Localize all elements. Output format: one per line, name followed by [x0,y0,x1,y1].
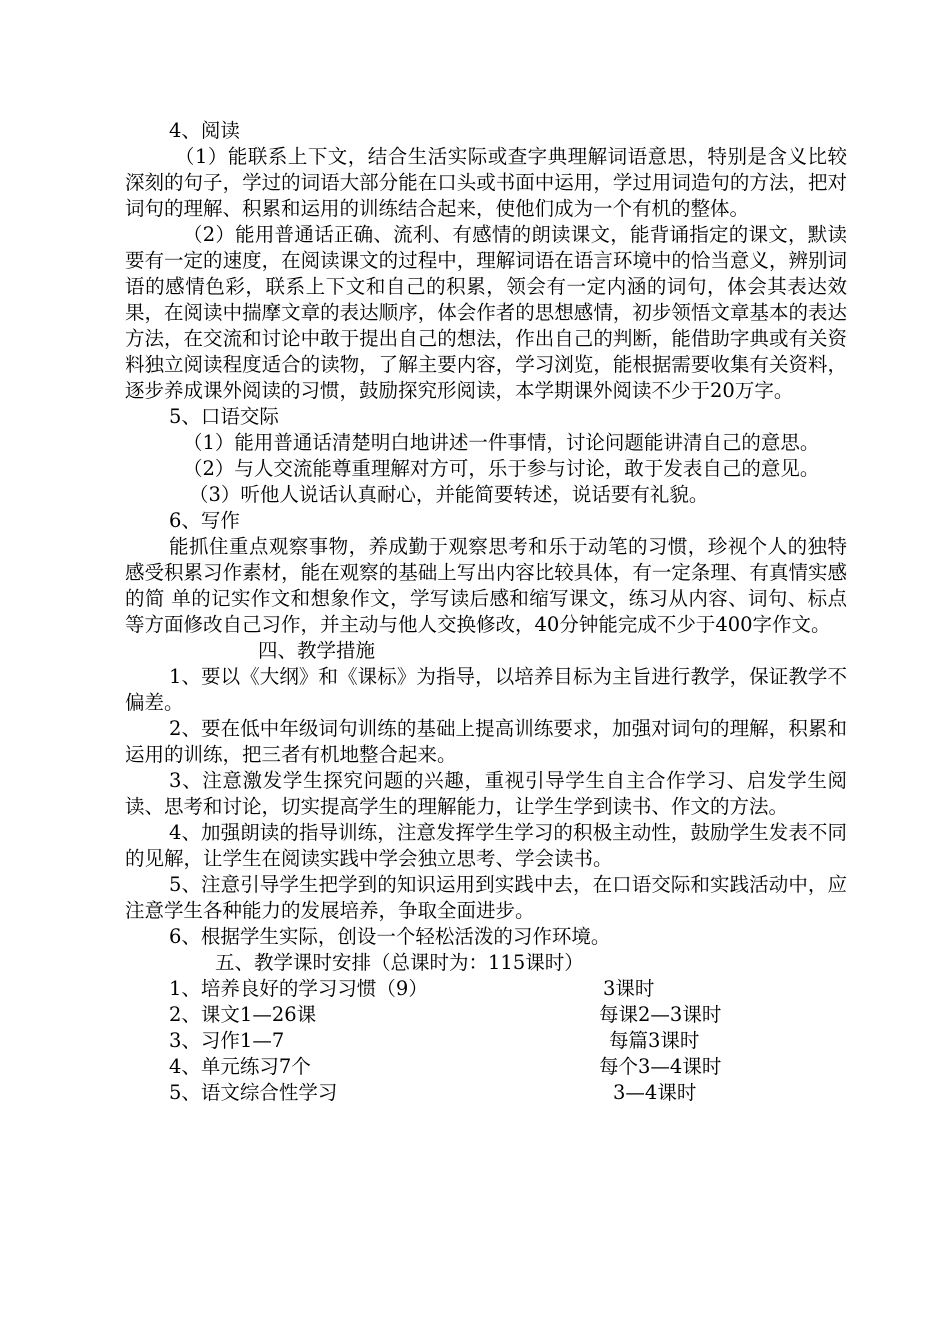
schedule-row [125,1028,847,1054]
schedule-hours: 每课2—3课时 [599,1003,722,1026]
schedule-row [125,1002,847,1028]
measure-item: 1、要以《大纲》和《课标》为指导，以培养目标为主旨进行教学，保证教学不偏差。 [125,665,847,714]
speaking-paragraph-2: （2）与人交流能尊重理解对方可，乐于参与讨论，敢于发表自己的意见。 [183,457,820,480]
schedule-row [125,1054,847,1080]
measure-item: 6、根据学生实际，创设一个轻松活泼的习作环境。 [169,925,611,948]
schedule-item: 4、单元练习7个 [169,1055,311,1078]
measure-item: 5、注意引导学生把学到的知识运用到实践中去，在口语交际和实践活动中，应注意学生各种能力的发展培养，争取全面进步。 [125,873,847,922]
schedule-row [125,976,847,1002]
document-body [125,118,847,1106]
schedule-item: 2、课文1—26课 [169,1003,317,1026]
reading-paragraph-1: （1）能联系上下文，结合生活实际或查字典理解词语意思，特别是含义比较深刻的句子，学过的词语大部分能在口头或书面中运用，学过用词造句的方法，把对词句的理解、积累和运用的训练结合起来，使他们成为一个有机的整体。 [125,145,847,220]
reading-paragraph-2: （2）能用普通话正确、流利、有感情的朗读课文，能背诵指定的课文，默读要有一定的速度，在阅读课文的过程中，理解词语在语言环境中的恰当意义，辨别词语的感情色彩，联系上下文和自己的积累，领会有一定内涵的词句，体会其表达效果，在阅读中揣摩文章的表达顺序，体会作者的思想感情，初步领悟文章基本的表达方法，在交流和讨论中敢于提出自己的想法，作出自己的判断，能借助字典或有关资料独立阅读程度适合的读物，了解主要内容，学习浏览，能根据需要收集有关资料，逐步养成课外阅读的习惯，鼓励探究形阅读，本学期课外阅读不少于20万字。 [125,223,847,402]
schedule-hours: 每篇3课时 [609,1029,700,1052]
schedule-item: 3、习作1—7 [169,1029,285,1052]
speaking-paragraph-3: （3）听他人说话认真耐心，并能简要转述，说话要有礼貌。 [189,483,709,506]
reading-heading: 4、阅读 [169,119,240,142]
writing-paragraph: 能抓住重点观察事物，养成勤于观察思考和乐于动笔的习惯，珍视个人的独特感受积累习作素材，能在观察的基础上写出内容比较具体，有一定条理、有真情实感的简 单的记实作文和想象作文，学写读后感和缩写课文，练习从内容、词句、标点等方面修改自己习作，并主动与他人交换修改，40分钟能完成不少于400字作文。 [125,535,847,636]
schedule-hours: 3课时 [603,977,655,1000]
writing-heading: 6、写作 [169,509,240,532]
speaking-paragraph-1: （1）能用普通话清楚明白地讲述一件事情，讨论问题能讲清自己的意思。 [183,431,820,454]
schedule-item: 5、语文综合性学习 [169,1081,338,1104]
measure-item: 2、要在低中年级词句训练的基础上提高训练要求，加强对词句的理解，积累和运用的训练，把三者有机地整合起来。 [125,717,847,766]
schedule-hours: 每个3—4课时 [599,1055,722,1078]
measure-item: 3、注意激发学生探究问题的兴趣，重视引导学生自主合作学习、启发学生阅读、思考和讨论，切实提高学生的理解能力，让学生学到读书、作文的方法。 [125,769,847,818]
schedule-hours: 3—4课时 [613,1081,697,1104]
measures-title: 四、教学措施 [258,639,376,662]
schedule-title: 五、教学课时安排（总课时为：115课时） [215,951,584,974]
speaking-heading: 5、口语交际 [169,405,279,428]
schedule-item: 1、培养良好的学习习惯（9） [169,977,428,1000]
schedule-row [125,1080,847,1106]
measure-item: 4、加强朗读的指导训练，注意发挥学生学习的积极主动性，鼓励学生发表不同的见解，让学生在阅读实践中学会独立思考、学会读书。 [125,821,847,870]
